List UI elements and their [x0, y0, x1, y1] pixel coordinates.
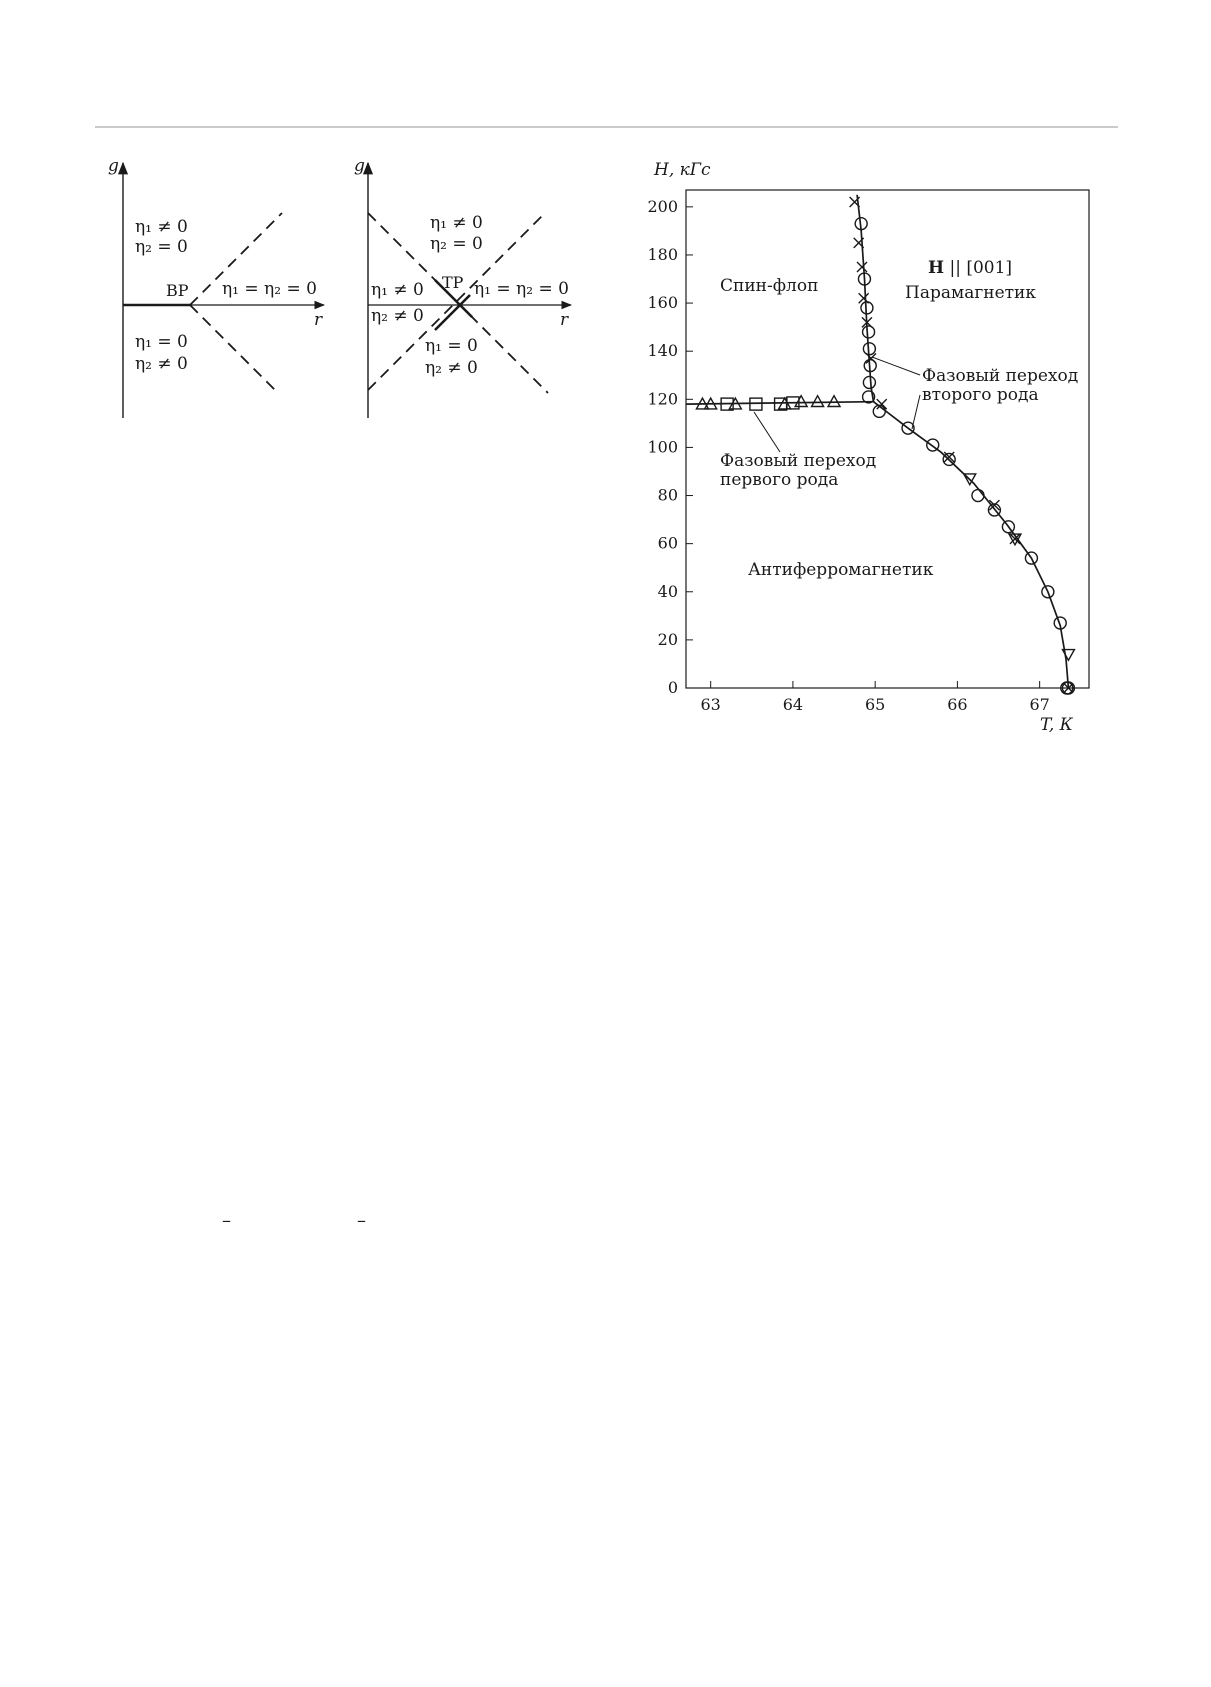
bp-region-top-2: η₂ = 0	[135, 237, 188, 257]
y-tick-label: 140	[647, 341, 678, 361]
y-tick-label: 100	[647, 437, 678, 457]
y-tick-label: 20	[657, 629, 678, 649]
chart-markers	[696, 197, 1074, 694]
tp-y-axis-label: g	[354, 156, 365, 176]
label-spin-flop: Спин-флоп	[720, 276, 819, 296]
label-second-order-1: Фазовый переход	[922, 366, 1079, 386]
tp-solid-b	[435, 295, 470, 330]
label-field-bold: H	[928, 258, 945, 278]
bp-x-axis-label: r	[314, 310, 323, 330]
tp-region-bottom-1: η₁ = 0	[425, 336, 478, 356]
y-tick-label: 160	[647, 293, 678, 313]
tp-region-top-2: η₂ = 0	[430, 234, 483, 254]
phase-line-second-order-curve	[874, 402, 1069, 688]
tp-region-bottom-2: η₂ ≠ 0	[425, 358, 478, 378]
bp-point-label: BP	[166, 281, 189, 300]
marker-square	[750, 398, 762, 410]
marker-circle	[863, 376, 875, 388]
tp-region-left-2: η₂ ≠ 0	[371, 306, 424, 326]
tp-region-top-1: η₁ ≠ 0	[430, 213, 483, 233]
bp-region-bottom-1: η₁ = 0	[135, 332, 188, 352]
label-paramagnet: Парамагнетик	[905, 283, 1036, 303]
stray-mark-1: –	[222, 1210, 231, 1231]
y-tick-label: 80	[657, 485, 678, 505]
y-tick-label: 120	[647, 389, 678, 409]
diagram-bp	[108, 156, 324, 418]
bp-region-right: η₁ = η₂ = 0	[222, 279, 317, 299]
y-tick-label: 180	[647, 244, 678, 264]
stray-mark-2: –	[357, 1210, 366, 1231]
bp-dashed-lower	[190, 305, 278, 393]
tp-region-right: η₁ = η₂ = 0	[474, 279, 569, 299]
label-first-order-1: Фазовый переход	[720, 451, 877, 471]
marker-triangle	[828, 396, 840, 407]
label-field-direction	[928, 258, 1012, 278]
phase-line-second-order-vertical	[857, 195, 873, 402]
chart-y-label: H, кГс	[654, 160, 711, 180]
y-tick-label: 200	[647, 196, 678, 216]
marker-cross	[857, 262, 867, 272]
tp-region-left-1: η₁ ≠ 0	[371, 280, 424, 300]
label-second-order-2: второго рода	[922, 385, 1039, 405]
diagram-tp	[354, 156, 571, 418]
bp-region-top-1: η₁ ≠ 0	[135, 217, 188, 237]
bp-y-axis-label: g	[108, 156, 119, 176]
x-tick-label: 63	[700, 695, 721, 714]
y-tick-label: 60	[657, 533, 678, 553]
chart-frame	[686, 190, 1089, 688]
marker-circle	[927, 439, 939, 451]
chart-x-label: T, К	[1040, 715, 1073, 735]
tp-x-axis-label: r	[560, 310, 569, 330]
x-tick-label: 64	[782, 695, 804, 714]
bp-region-bottom-2: η₂ ≠ 0	[135, 354, 188, 374]
tp-point-label: TP	[442, 273, 464, 292]
leader-second-order-2	[912, 395, 920, 429]
label-antiferro: Антиферромагнетик	[748, 560, 934, 580]
y-tick-label: 0	[667, 678, 678, 697]
x-tick-label: 67	[1029, 695, 1050, 714]
phase-diagram-chart	[647, 160, 1089, 735]
label-field-rest: || [001]	[944, 258, 1013, 278]
x-tick-label: 65	[864, 695, 886, 714]
label-first-order-2: первого рода	[720, 470, 839, 490]
marker-cross	[859, 293, 869, 303]
marker-circle	[863, 326, 875, 338]
y-tick-label: 40	[657, 581, 678, 601]
leader-first-order	[754, 412, 780, 452]
leader-second-order	[872, 357, 920, 375]
x-tick-label: 66	[947, 695, 968, 714]
marker-triangle	[812, 396, 824, 407]
marker-circle	[972, 490, 984, 502]
